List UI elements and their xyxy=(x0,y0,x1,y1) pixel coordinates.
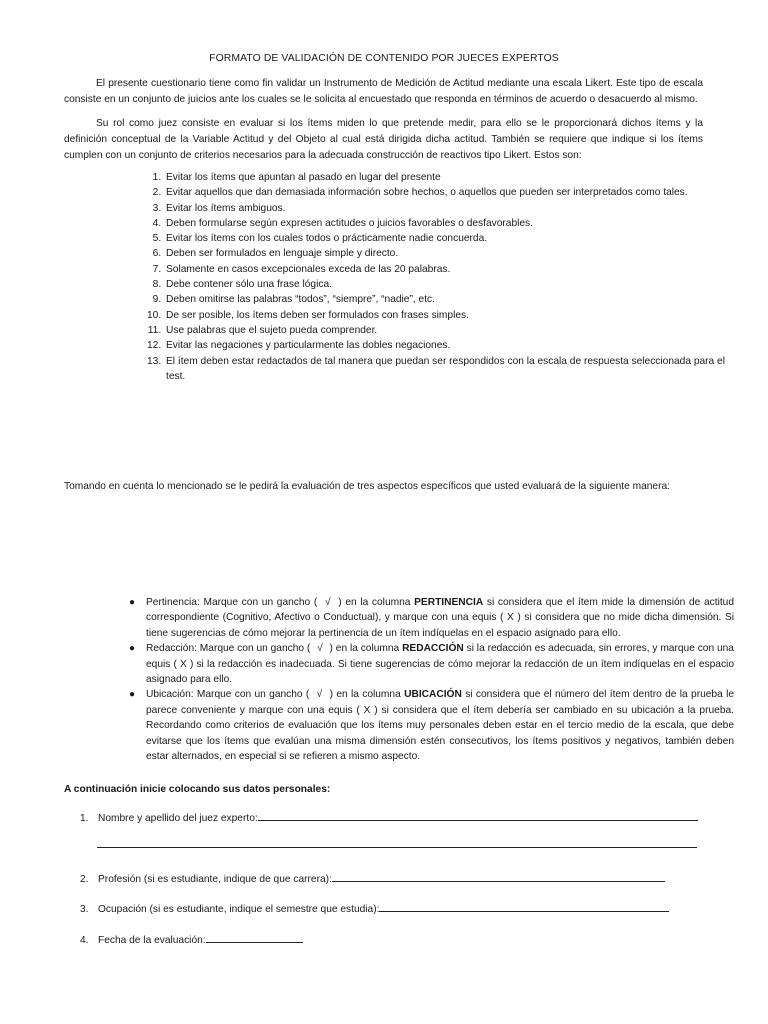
criteria-item: 12. Evitar las negaciones y particularmente las dobles negaciones. xyxy=(164,338,744,353)
bullet-icon: ● xyxy=(129,689,136,701)
document-title: FORMATO DE VALIDACIÓN DE CONTENIDO POR JUECES EXPERTOS xyxy=(209,53,559,64)
aspect-text: ) en la columna xyxy=(329,689,401,701)
field-number: 4. xyxy=(80,935,89,946)
aspect-text: Redacción: Marque con un gancho ( xyxy=(146,643,311,655)
occupation-blank[interactable] xyxy=(379,900,669,912)
judge-name-field[interactable] xyxy=(80,809,698,827)
personal-data-heading: A continuación inicie colocando sus datos personales: xyxy=(64,784,331,795)
check-mark-icon: √ xyxy=(316,689,323,701)
criteria-item: 2. Evitar aquellos que dan demasiada información sobre hechos, o aquellos que pueden ser interpretados como tales. xyxy=(164,185,744,200)
profession-field[interactable] xyxy=(80,870,665,888)
aspect-keyword: REDACCIÓN xyxy=(402,643,464,655)
check-mark-icon: √ xyxy=(324,597,331,608)
evaluation-date-field[interactable] xyxy=(80,931,303,949)
role-paragraph xyxy=(64,116,703,164)
bullet-icon: ● xyxy=(129,597,136,608)
aspect-text: si considera que el número del ítem dentro de la prueba le parece conveniente y marque con una equis ( X ) si considera que el ítem debería ser cambiado en su ubicación a la prueba. Recordando como criterios de evaluación que los ítems muy personales deben estar en el tercio medio de la escala, que debe evitarse que los ítems que evalúan una misma dimensión estén consecutivos, los ítems positivos y negativos, también deben estar alternados, en especial si se refieren a mismo aspecto. xyxy=(146,689,735,763)
criteria-item: 9. Deben omitirse las palabras “todos”, “siempre”, “nadie”, etc. xyxy=(164,292,744,307)
aspect-pertinencia xyxy=(129,595,734,641)
field-label: Nombre y apellido del juez experto: xyxy=(98,813,258,824)
judge-name-blank[interactable] xyxy=(258,809,698,821)
field-label: Fecha de la evaluación: xyxy=(98,935,206,946)
intro-paragraph xyxy=(64,76,703,108)
aspect-text: Ubicación: Marque con un gancho ( xyxy=(146,689,310,701)
profession-blank[interactable] xyxy=(332,870,665,882)
judge-name-blank-continued[interactable] xyxy=(97,847,697,848)
criteria-item: 1. Evitar los ítems que apuntan al pasado en lugar del presente xyxy=(164,170,744,185)
criteria-item: 5. Evitar los ítems con los cuales todos o prácticamente nadie concuerda. xyxy=(164,231,744,246)
bullet-icon: ● xyxy=(129,643,136,655)
aspect-text: Pertinencia: Marque con un gancho ( xyxy=(146,597,318,608)
criteria-item: 11. Use palabras que el sujeto pueda comprender. xyxy=(164,323,744,338)
aspects-list xyxy=(115,595,734,764)
criteria-item: 10. De ser posible, los ítems deben ser formulados con frases simples. xyxy=(164,308,744,323)
field-label: Ocupación (si es estudiante, indique el semestre que estudia): xyxy=(98,904,380,915)
criteria-item: 6. Deben ser formulados en lenguaje simple y directo. xyxy=(164,246,744,261)
criteria-item: 8. Debe contener sólo una frase lógica. xyxy=(164,277,744,292)
field-label: Profesión (si es estudiante, indique de que carrera): xyxy=(98,874,332,885)
aspect-redaccion xyxy=(129,641,734,687)
criteria-item: 3. Evitar los ítems ambiguos. xyxy=(164,201,744,216)
aspect-keyword: PERTINENCIA xyxy=(414,597,484,608)
aspect-text: ) en la columna xyxy=(329,643,400,655)
aspect-keyword: UBICACIÓN xyxy=(404,689,462,701)
field-number: 2. xyxy=(80,874,89,885)
field-number: 3. xyxy=(80,904,89,915)
instructions-paragraph: Tomando en cuenta lo mencionado se le pedirá la evaluación de tres aspectos específicos que usted evaluará de la siguiente manera: xyxy=(64,481,670,492)
check-mark-icon: √ xyxy=(317,643,323,655)
criteria-list xyxy=(130,170,744,384)
field-number: 1. xyxy=(80,813,89,824)
aspect-text: si considera que el ítem mide la dimensión de actitud correspondiente (Cognitivo, Afectivo o Conductual), y marque con una equis ( X ) si considera que no mide dicha dimensión. Si tiene sugerencias de cómo mejorar la pertinencia de un ítem indíquelas en el espacio asignado para ello. xyxy=(146,597,734,639)
aspect-text: si la redacción es adecuada, sin errores, y marque con una equis ( X ) si la redacción es inadecuada. Si tiene sugerencias de cómo mejorar la redacción de un ítem indíquelas en el espacio asignado para ello. xyxy=(146,643,734,686)
criteria-item: 13. El ítem deben estar redactados de tal manera que puedan ser respondidos con la escala de respuesta seleccionada para el test. xyxy=(164,354,744,385)
occupation-field[interactable] xyxy=(80,900,669,918)
intro-text: El presente cuestionario tiene como fin validar un Instrumento de Medición de Actitud mediante una escala Likert. Este tipo de escala consiste en un conjunto de juicios ante los cuales se le solicita al encuestado que responda en términos de acuerdo o desacuerdo al mismo. xyxy=(64,78,703,105)
role-text: Su rol como juez consiste en evaluar si los ítems miden lo que pretende medir, para ello se le proporcionará dichos ítems y la definición conceptual de la Variable Actitud y del Objeto al cual está dirigida dicha actitud. También se requiere que indique si los ítems cumplen con un conjunto de criterios necesarios para la adecuada construcción de reactivos tipo Likert. Estos son: xyxy=(64,118,703,161)
aspect-text: ) en la columna xyxy=(338,597,411,608)
criteria-item: 7. Solamente en casos excepcionales exceda de las 20 palabras. xyxy=(164,262,744,277)
evaluation-date-blank[interactable] xyxy=(206,931,303,943)
criteria-item: 4. Deben formularse según expresen actitudes o juicios favorables o desfavorables. xyxy=(164,216,744,231)
aspect-ubicacion xyxy=(129,687,735,764)
